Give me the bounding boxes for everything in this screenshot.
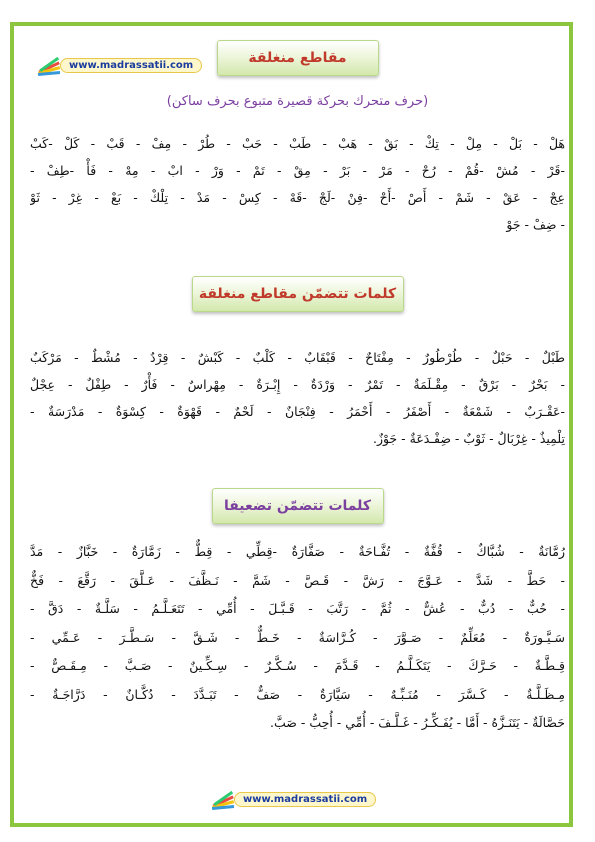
text-line: هَلْ - بَلْ - مِلْ - تِكْ - بَقْ - هَبْ - طَبْ - حَبْ - طُرْ - مِفْ - قَبْ - كَلْ -كَبْ <box>30 136 565 151</box>
text-line: حَصَّالَةٌ - يَتَنَـزَّهُ - أَمَّا - يُفَـكِّـرُ - غَـلَّـفَ - أُمِّي - أُحِبُّ - صَبَّ. <box>270 715 565 730</box>
text-line: طَبْلٌ - حَبْلٌ - طُرْطُورٌ - مِفْتَاحٌ - قَبْقَابٌ - كَلْبٌ - كَبْشٌ - قِرْدٌ - مُشْطٌ - مَرْكَبٌ <box>30 350 565 365</box>
text-line: سَـيَّـورَةٌ - مُعَلِّمٌ - صَـوَّرَ - كُـرَّاسَةٌ - خَـطٌّ - شَـقَّ - سَـطَّـرَ - عَـمِّي - <box>30 629 565 645</box>
text-line: - ضِفْ - جَوْ <box>506 217 565 232</box>
section-title-closed-syllables: مقاطع منغلقة <box>217 40 379 76</box>
shadda-words-list <box>30 538 565 738</box>
text-line: قِـطَّـةٌ - حَـرَّكَ - يَتَكَـلَّـمُ - قَـدَّمَ - سُـكَّـرٌ - سِـكِّـينٌ - صَـبَّ - مِـقَـصٌّ - <box>30 658 565 673</box>
section-subtitle: (حرف متحرك بحركة قصيرة متبوع بحرف ساكن) <box>166 94 429 109</box>
section-title-words-closed-syllables: كلمات تتضمّن مقاطع منغلقة <box>192 276 404 312</box>
closed-syllables-list <box>30 130 565 238</box>
text-line: تِلْمِيذٌ - غِرْبَالٌ - ثَوْبٌ - ضِفْـدَعَةٌ - جَوْزٌ. <box>372 431 565 446</box>
site-logo-bottom <box>210 786 376 812</box>
text-line: -عَقْـرَبٌ - شَمْعَةٌ - أَصْفَرُ - أَحْمَرُ - فِنْجَانٌ - لَحْمٌ - قَهْوَةٌ - كِسْوَةٌ - مَدْرَسَةٌ - <box>30 404 565 419</box>
text-line: -قَرْ - مُشْ -قُمْ - رُحْ - مَرْ - بَرْ - مِقْ - تَمْ - وَرْ - ابْ - مِهْ - فَأْ -طِفْ - <box>30 163 565 178</box>
text-line: - حُبٌّ - دُبٌّ - عُشٌّ - ثُمَّ - رَتَّبَ - قَـبَّـلَ - أُمِّي - تَتَعَـلَّـمُ - سَلَّـةٌ - دَقَّ - <box>30 601 565 616</box>
text-line: رُمَّانَةٌ - شُبَّاكٌ - قُفَّةٌ - تُفَّـاحَةٌ - صَفَّارَةٌ -قِطِّي - قِطٌّ - زَمَّارَةٌ - خَبَّازٌ - مَدَّ <box>30 544 565 559</box>
text-line: - حَطَّ - شَدَّ - عَـوَّجَ - رَشَّ - قَـصَّ - شَمَّ - نَـظَّفَ - عَـلَّقَ - رَقَّعَ - فَخٌّ <box>30 572 565 588</box>
text-line: عِجْ - عَقْ - شَمْ - أَصْ -أَحْ -فِنْ -لَجْ -قَهْ - كِسْ - مَدْ - تِلْكْ - بَعْ - غِرْ - ثَوْ <box>30 190 565 205</box>
text-line: مِـظَـلَّـةٌ - كَـسَّرَ - مُنَـبِّـهٌ - سَيَّارَةٌ - صَفٌّ - تَبَـدَّدَ - دُكَّـانٌ - دَرَّاجَـةٌ - <box>30 686 565 702</box>
site-url: www.madrassatii.com <box>234 792 376 807</box>
site-logo-top <box>36 52 202 78</box>
words-closed-syllables-list <box>30 344 565 452</box>
section-title-shadda-words: كلمات تتضمّن تضعيفا <box>212 488 384 524</box>
site-url: www.madrassatii.com <box>60 58 202 73</box>
text-line: - بَحْرٌ - بَرْقٌ - مِقْـلَمَةٌ - تَمْرٌ - وَرْدَةٌ - إِبْـرَةٌ - مِهْراسٌ - فَأْرٌ - طِفْلٌ - عِجْلٌ <box>30 377 565 392</box>
